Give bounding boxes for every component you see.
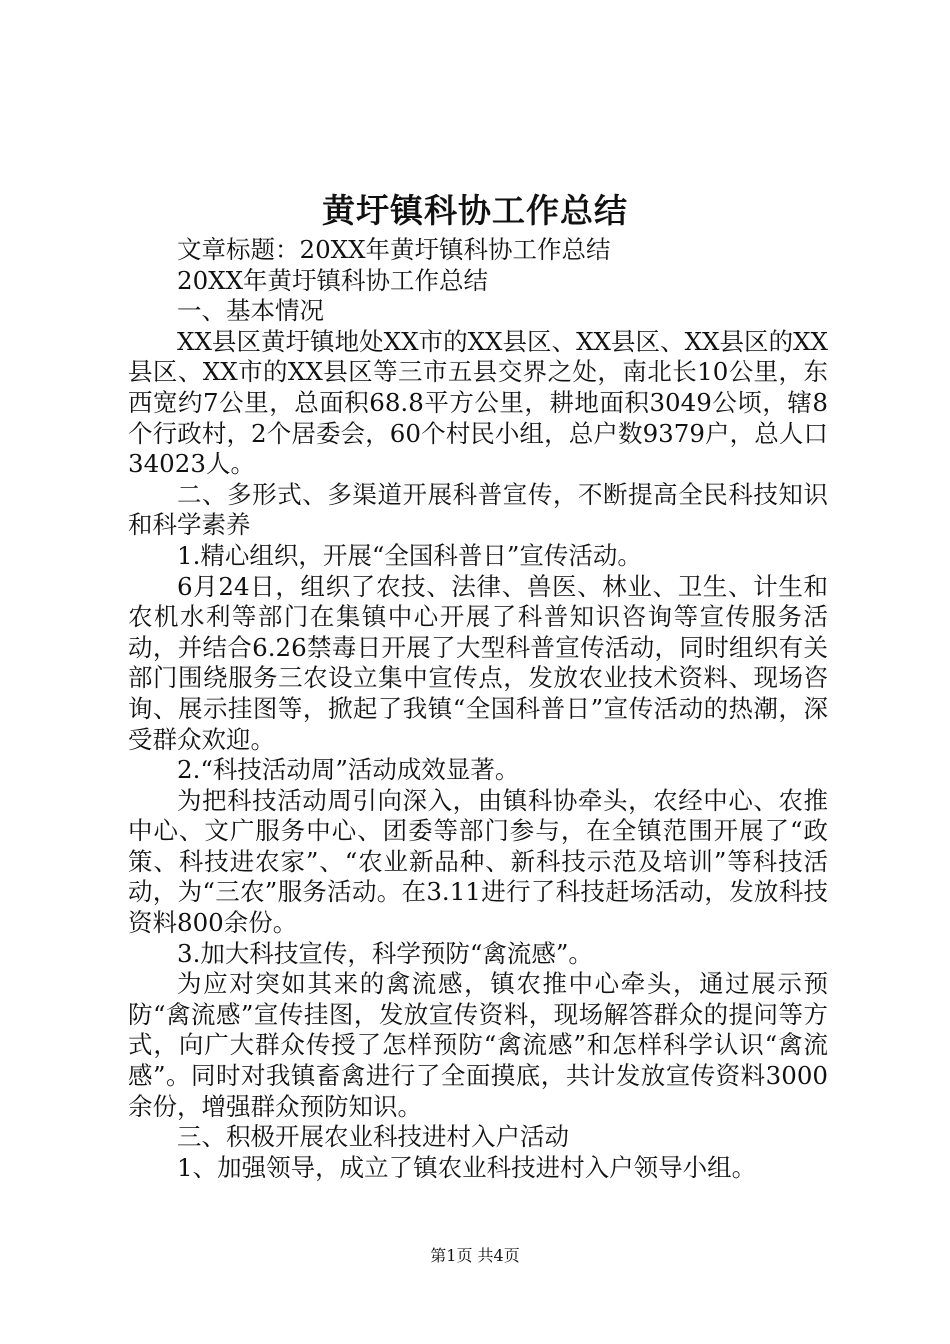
document-body — [128, 235, 828, 1183]
subheading: 1.精心组织，开展“全国科普日”宣传活动。 — [177, 540, 642, 570]
document-title: 黄圩镇科协工作总结 — [322, 191, 628, 230]
subheading: 1、加强领导，成立了镇农业科技进村入户领导小组。 — [177, 1152, 757, 1182]
section-heading: 二、多形式、多渠道开展科普宣传，不断提高全民科技知识和科学素养 — [128, 479, 828, 540]
paragraph: 为应对突如其来的禽流感，镇农推中心牵头，通过展示预防“禽流感”宣传挂图，发放宣传资料，现场解答群众的提问等方式，向广大群众传授了怎样预防“禽流感”和怎样科学认识“禽流感”。同时对我镇畜禽进行了全面摸底，共计发放宣传资料3000余份，增强群众预防知识。 — [128, 969, 828, 1121]
paragraph: 文章标题：20XX年黄圩镇科协工作总结 — [177, 235, 611, 264]
section-heading: 一、基本情况 — [177, 296, 324, 326]
paragraph: 为把科技活动周引向深入，由镇科协牵头，农经中心、农推中心、文广服务中心、团委等部门参与，在全镇范围开展了“政策、科技进农家”、“农业新品种、新科技示范及培训”等科技活动，为“三农”服务活动。在3.11进行了科技赶场活动，发放科技资料800余份。 — [128, 785, 828, 938]
paragraph: XX县区黄圩镇地处XX市的XX县区、XX县区、XX县区的XX县区、XX市的XX县区等三市五县交界之处，南北长10公里，东西宽约7公里，总面积68.8平方公里，耕地面积3049公顷，辖8个行政村，2个居委会，60个村民小组，总户数9379户，总人口34023人。 — [128, 326, 828, 479]
paragraph: 20XX年黄圩镇科协工作总结 — [177, 265, 489, 295]
subheading: 2.“科技活动周”活动成效显著。 — [177, 755, 520, 785]
page-footer: 第1页 共4页 — [430, 1246, 520, 1265]
section-heading: 三、积极开展农业科技进村入户活动 — [177, 1122, 569, 1152]
paragraph: 6月24日，组织了农技、法律、兽医、林业、卫生、计生和农机水利等部门在集镇中心开展了科普知识咨询等宣传服务活动，并结合6.26禁毒日开展了大型科普宣传活动，同时组织有关部门围绕服务三农设立集中宣传点，发放农业技术资料、现场咨询、展示挂图等，掀起了我镇“全国科普日”宣传活动的热潮，深受群众欢迎。 — [128, 571, 828, 754]
subheading: 3.加大科技宣传，科学预防“禽流感”。 — [177, 938, 593, 968]
